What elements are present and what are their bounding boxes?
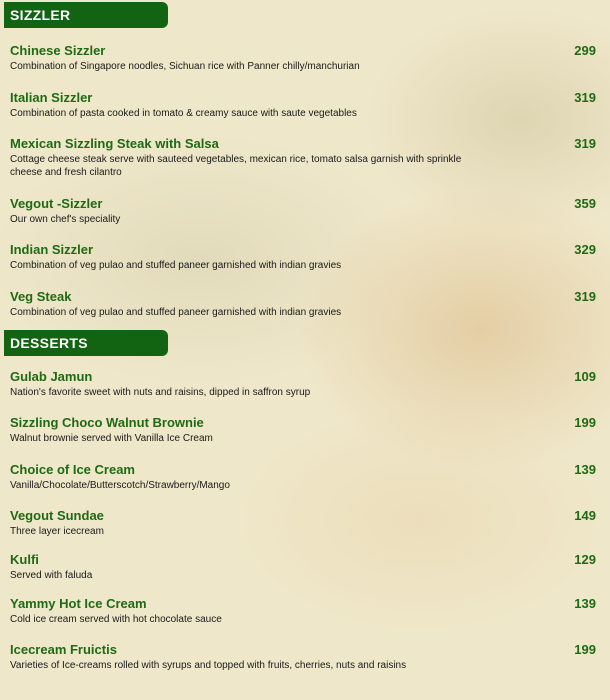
- item-price: 319: [574, 90, 596, 105]
- menu-item: [10, 642, 596, 672]
- section-header-desserts: DESSERTS: [4, 330, 168, 356]
- item-description: Served with faluda: [10, 570, 93, 581]
- item-description: Walnut brownie served with Vanilla Ice Cream: [10, 433, 213, 444]
- menu-item: [10, 552, 596, 582]
- item-description: Combination of veg pulao and stuffed paneer garnished with indian gravies: [10, 260, 342, 271]
- item-price: 299: [574, 43, 596, 58]
- item-description: Combination of veg pulao and stuffed paneer garnished with indian gravies: [10, 307, 342, 318]
- item-price: 129: [574, 552, 596, 567]
- item-description: Cottage cheese steak serve with sauteed vegetables, mexican rice, tomato salsa garnish with sprinkle cheese and fresh cilantro: [10, 154, 462, 178]
- item-name: Gulab Jamun: [10, 369, 93, 384]
- menu-item: [10, 90, 596, 120]
- item-price: 139: [574, 596, 596, 611]
- item-name: Mexican Sizzling Steak with Salsa: [10, 136, 219, 151]
- item-description: Vanilla/Chocolate/Butterscotch/Strawberry/Mango: [10, 480, 230, 491]
- menu-item: [10, 43, 596, 73]
- item-name: Vegout -Sizzler: [10, 196, 103, 211]
- item-price: 319: [574, 136, 596, 151]
- item-name: Yammy Hot Ice Cream: [10, 596, 147, 611]
- item-name: Indian Sizzler: [10, 242, 94, 257]
- menu-item: [10, 415, 596, 445]
- menu-item: [10, 462, 596, 492]
- menu-item: [10, 196, 596, 226]
- menu-item: [10, 508, 596, 538]
- item-name: Veg Steak: [10, 289, 72, 304]
- item-description: Cold ice cream served with hot chocolate sauce: [10, 614, 222, 625]
- item-name: Choice of Ice Cream: [10, 462, 135, 477]
- item-description: Combination of pasta cooked in tomato & creamy sauce with saute vegetables: [10, 108, 357, 119]
- item-price: 139: [574, 462, 596, 477]
- item-name: Vegout Sundae: [10, 508, 104, 523]
- item-price: 199: [574, 415, 596, 430]
- item-name: Sizzling Choco Walnut Brownie: [10, 415, 204, 430]
- item-description: Combination of Singapore noodles, Sichuan rice with Panner chilly/manchurian: [10, 61, 360, 72]
- item-description: Our own chef's speciality: [10, 214, 121, 225]
- item-name: Chinese Sizzler: [10, 43, 106, 58]
- item-price: 359: [574, 196, 596, 211]
- section-header-sizzler: SIZZLER: [4, 2, 168, 28]
- menu-item: [10, 289, 596, 319]
- menu-item: [10, 242, 596, 272]
- menu-item: [10, 596, 596, 626]
- menu-item: [10, 369, 596, 399]
- item-description: Three layer icecream: [10, 526, 104, 537]
- item-price: 149: [574, 508, 596, 523]
- item-name: Italian Sizzler: [10, 90, 93, 105]
- item-description: Varieties of Ice-creams rolled with syrups and topped with fruits, cherries, nuts and raisins: [10, 660, 407, 671]
- item-name: Kulfi: [10, 552, 39, 567]
- item-name: Icecream Fruictis: [10, 642, 117, 657]
- item-price: 319: [574, 289, 596, 304]
- item-description: Nation's favorite sweet with nuts and raisins, dipped in saffron syrup: [10, 387, 311, 398]
- item-price: 109: [574, 369, 596, 384]
- item-price: 329: [574, 242, 596, 257]
- menu-item: [10, 136, 596, 179]
- item-price: 199: [574, 642, 596, 657]
